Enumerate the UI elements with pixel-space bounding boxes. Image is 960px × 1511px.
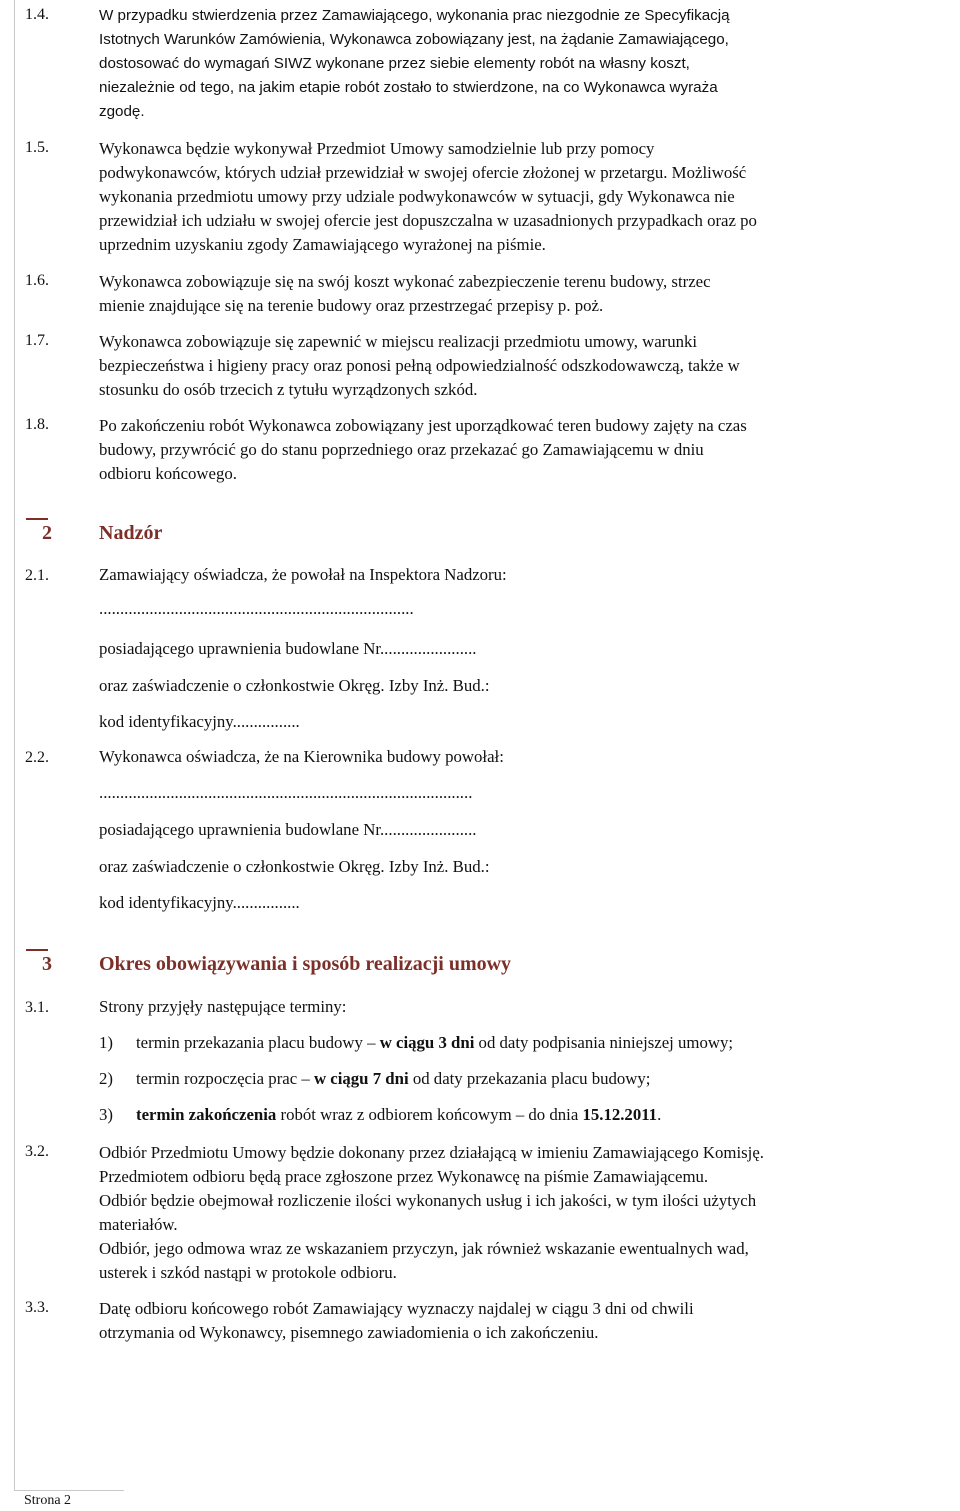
clause-text: Strony przyjęły następujące terminy:	[99, 997, 347, 1016]
chamber-line: oraz zaświadczenie o członkostwie Okręg. Izby Inż. Bud.:	[99, 857, 490, 876]
text-line: Odbiór Przedmiotu Umowy będzie dokonany przez działającą w imieniu Zamawiającego Komisję.	[99, 1143, 764, 1162]
text-line: przewidział ich udziału w swojej ofercie jest dopuszczalna w uzasadnionych przypadkach oraz po	[99, 211, 757, 230]
text-line: Odbiór, jego odmowa wraz ze wskazaniem przyczyn, jak również wskazanie ewentualnych wad,	[99, 1239, 749, 1258]
list-marker: 2)	[99, 1069, 113, 1088]
list-item	[99, 1069, 650, 1089]
term-emphasis: w ciągu 3 dni	[379, 1033, 475, 1052]
id-code-line: kod identyfikacyjny................	[99, 712, 300, 731]
text-line: zgodę.	[99, 103, 145, 120]
section-number: 3	[42, 953, 52, 975]
section-title: Okres obowiązywania i sposób realizacji umowy	[99, 953, 512, 975]
list-marker: 1)	[99, 1033, 113, 1052]
heading-marker	[26, 949, 48, 951]
text-line: Po zakończeniu robót Wykonawca zobowiązany jest uporządkować teren budowy zajęty na czas	[99, 416, 747, 435]
term-text: od daty podpisania niniejszej umowy;	[474, 1033, 734, 1052]
margin-line	[14, 0, 15, 1490]
term-emphasis: w ciągu 7 dni	[313, 1069, 409, 1088]
text-line: wykonania przedmiotu umowy przy udziale podwykonawców w sytuacji, gdy Wykonawca nie	[99, 187, 735, 206]
blank-name-line: .........................................................................................	[99, 783, 473, 802]
text-line: W przypadku stwierdzenia przez Zamawiającego, wykonania prac niezgodnie ze Specyfikacją	[99, 7, 730, 24]
clause-number: 2.1.	[25, 567, 49, 584]
section-title: Nadzór	[99, 522, 163, 544]
list-item	[99, 1033, 733, 1053]
clause-number: 1.5.	[25, 139, 49, 156]
license-line: posiadającego uprawnienia budowlane Nr.......................	[99, 639, 477, 658]
clause-text	[99, 137, 957, 257]
text-line: otrzymania od Wykonawcy, pisemnego zawiadomienia o ich zakończeniu.	[99, 1323, 599, 1342]
text-line: odbioru końcowego.	[99, 464, 237, 483]
clause-text: Wykonawca oświadcza, że na Kierownika budowy powołał:	[99, 747, 504, 766]
clause-text	[99, 1141, 957, 1285]
text-line: uprzednim uzyskaniu zgody Zamawiającego wyrażonej na piśmie.	[99, 235, 546, 254]
text-line: stosunku do osób trzecich z tytułu wyrządzonych szkód.	[99, 380, 478, 399]
text-line: Odbiór będzie obejmował rozliczenie ilości wykonanych usług i ich jakości, w tym ilości użytych	[99, 1191, 757, 1210]
blank-name-line: ...........................................................................	[99, 599, 414, 618]
term-text: od daty przekazania placu budowy;	[408, 1069, 651, 1088]
clause-number: 1.7.	[25, 332, 49, 349]
text-line: dostosować do wymagań SIWZ wykonane przez siebie elementy robót na własny koszt,	[99, 55, 690, 72]
id-code-line: kod identyfikacyjny................	[99, 893, 300, 912]
clause-text	[99, 1297, 957, 1345]
end-date: 15.12.2011	[582, 1105, 658, 1124]
clause-number: 1.6.	[25, 272, 49, 289]
text-line: Wykonawca będzie wykonywał Przedmiot Umowy samodzielnie lub przy pomocy	[99, 139, 655, 158]
chamber-line: oraz zaświadczenie o członkostwie Okręg. Izby Inż. Bud.:	[99, 676, 490, 695]
text-line: Istotnych Warunków Zamówienia, Wykonawca zobowiązany jest, na żądanie Zamawiającego,	[99, 31, 729, 48]
text-line: Datę odbioru końcowego robót Zamawiający wyznaczy najdalej w ciągu 3 dni od chwili	[99, 1299, 694, 1318]
clause-number: 3.1.	[25, 999, 49, 1016]
clause-text: Zamawiający oświadcza, że powołał na Inspektora Nadzoru:	[99, 565, 507, 584]
text-line: budowy, przywrócić go do stanu poprzedniego oraz przekazać go Zamawiającemu w dniu	[99, 440, 704, 459]
term-text: robót wraz z odbiorem końcowym – do dnia	[276, 1105, 583, 1124]
clause-number: 3.3.	[25, 1299, 49, 1316]
heading-marker	[26, 518, 48, 520]
term-text: termin rozpoczęcia prac –	[136, 1069, 314, 1088]
clause-text	[99, 414, 957, 486]
list-item	[99, 1105, 661, 1125]
text-line: niezależnie od tego, na jakim etapie robót zostało to stwierdzone, na co Wykonawca wyraża	[99, 79, 718, 96]
term-text: .	[657, 1105, 662, 1124]
clause-number: 1.8.	[25, 416, 49, 433]
clause-text	[99, 330, 957, 402]
clause-number: 2.2.	[25, 749, 49, 766]
text-line: Przedmiotem odbioru będą prace zgłoszone przez Wykonawcę na piśmie Zamawiającemu.	[99, 1167, 709, 1186]
clause-number: 3.2.	[25, 1143, 49, 1160]
list-marker: 3)	[99, 1105, 113, 1124]
page-footer: Strona 2	[24, 1493, 72, 1508]
text-line: podwykonawców, których udział przewidział w swojej ofercie złożonej w przetargu. Możliwość	[99, 163, 747, 182]
section-number: 2	[42, 522, 52, 544]
footer-rule	[14, 1490, 124, 1491]
text-line: mienie znajdujące się na terenie budowy oraz przestrzegać przepisy p. poż.	[99, 296, 604, 315]
text-line: bezpieczeństwa i higieny pracy oraz ponosi pełną odpowiedzialność odszkodowawczą, także w	[99, 356, 740, 375]
term-text: termin przekazania placu budowy –	[136, 1033, 380, 1052]
license-line: posiadającego uprawnienia budowlane Nr.......................	[99, 820, 477, 839]
clause-number: 1.4.	[25, 6, 49, 23]
clause-text	[99, 4, 957, 124]
text-line: materiałów.	[99, 1215, 178, 1234]
text-line: Wykonawca zobowiązuje się na swój koszt wykonać zabezpieczenie terenu budowy, strzec	[99, 272, 711, 291]
clause-text	[99, 270, 957, 318]
term-emphasis: termin zakończenia	[136, 1105, 277, 1124]
text-line: usterek i szkód nastąpi w protokole odbioru.	[99, 1263, 397, 1282]
text-line: Wykonawca zobowiązuje się zapewnić w miejscu realizacji przedmiotu umowy, warunki	[99, 332, 698, 351]
